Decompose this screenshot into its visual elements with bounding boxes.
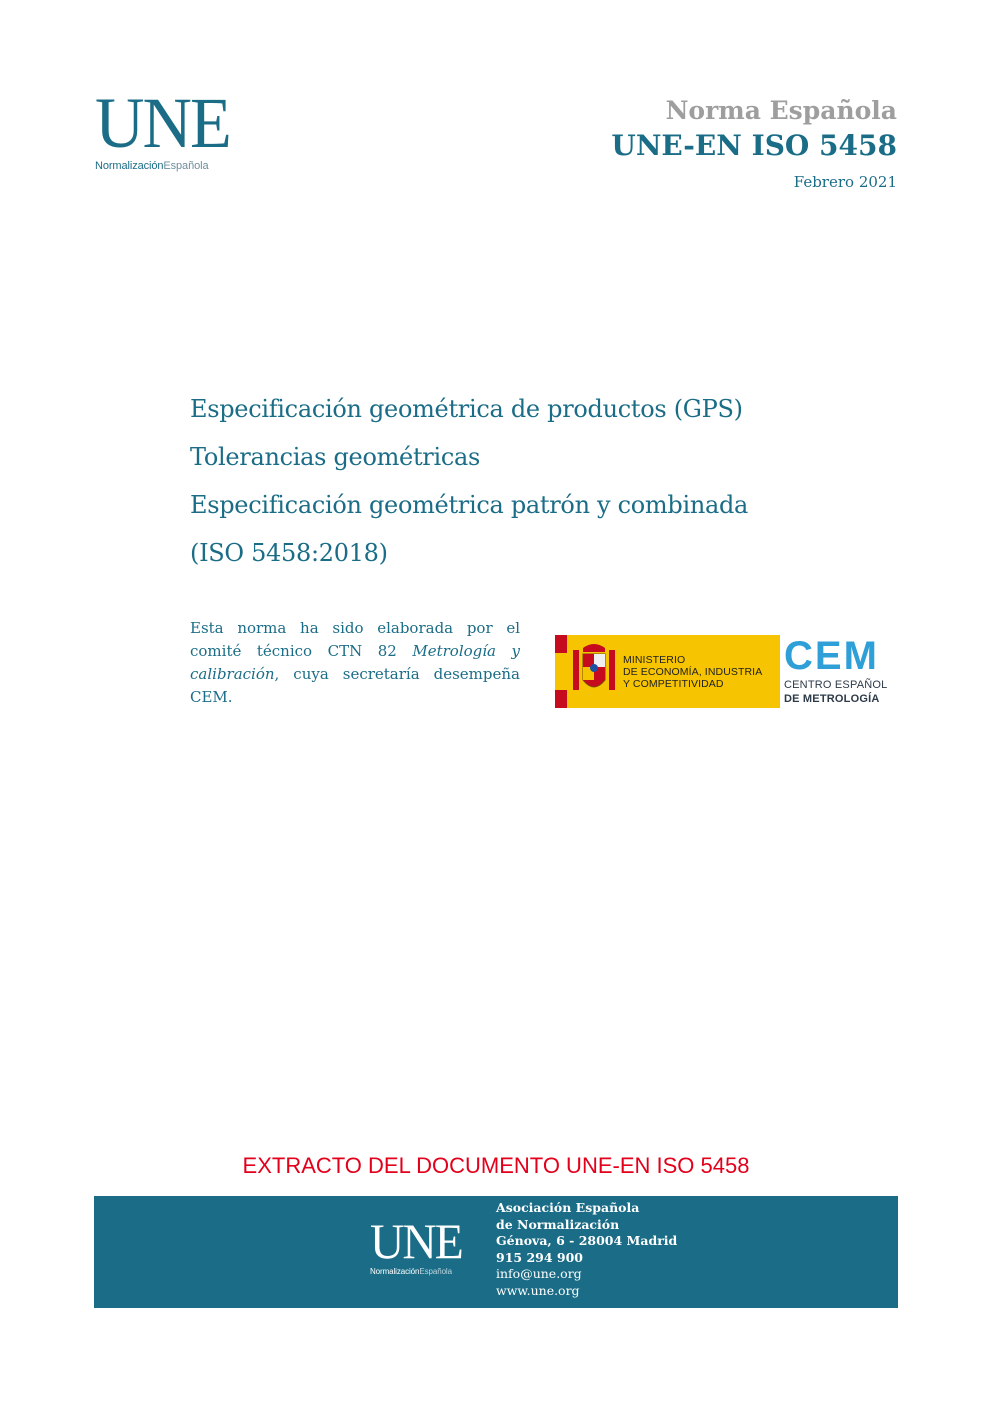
footer-logo-sub-main: Normalización bbox=[370, 1267, 420, 1276]
standard-code: UNE-EN ISO 5458 bbox=[611, 129, 897, 162]
title-line-3: Especificación geométrica patrón y combinada bbox=[190, 491, 749, 519]
une-logo-word: UNE bbox=[95, 83, 230, 163]
document-titles bbox=[190, 385, 870, 577]
footer-logo-word: UNE bbox=[370, 1213, 462, 1269]
cem-line-2 bbox=[784, 692, 894, 706]
spain-flag-icon bbox=[555, 635, 567, 708]
une-logo-sub-main: Normalización bbox=[95, 160, 164, 172]
cem-name bbox=[784, 678, 894, 706]
committee-text-post: , cuya secretaría desempeña CEM. bbox=[190, 665, 520, 706]
footer-address: Génova, 6 - 28004 Madrid bbox=[496, 1233, 678, 1248]
ministry-logo bbox=[555, 635, 780, 708]
publication-date: Febrero 2021 bbox=[793, 173, 897, 191]
cem-line-1: CENTRO ESPAÑOL bbox=[784, 679, 888, 691]
footer-org-line-1: Asociación Española bbox=[496, 1200, 640, 1215]
title-line-4: (ISO 5458:2018) bbox=[190, 539, 388, 567]
footer-web-link[interactable]: www.une.org bbox=[496, 1282, 580, 1298]
footer-une-logo bbox=[370, 1213, 480, 1276]
extract-notice: EXTRACTO DEL DOCUMENTO UNE-EN ISO 5458 bbox=[242, 1153, 750, 1178]
une-logo-sub-muted: Española bbox=[163, 160, 209, 172]
footer-email-link[interactable]: info@une.org bbox=[496, 1266, 582, 1281]
une-logo bbox=[95, 83, 245, 182]
footer-phone: 915 294 900 bbox=[496, 1249, 583, 1265]
cem-acronym: CEM bbox=[784, 634, 879, 678]
committee-text-pre: Esta norma ha sido elaborada por el comité técnico CTN 82 bbox=[190, 619, 520, 660]
footer-band bbox=[94, 1196, 898, 1308]
footer-org-line-2: de Normalización bbox=[496, 1216, 620, 1232]
ministry-line-1: MINISTERIO bbox=[623, 653, 686, 666]
document-header bbox=[611, 96, 897, 194]
title-line-1: Especificación geométrica de productos (GPS) bbox=[190, 395, 743, 423]
footer-logo-sub-muted: Española bbox=[419, 1267, 452, 1276]
ministry-name bbox=[623, 654, 762, 690]
title-line-2: Tolerancias geométricas bbox=[190, 443, 481, 471]
cem-line-2-text: DE METROLOGÍA bbox=[784, 693, 880, 705]
coat-of-arms-icon bbox=[571, 642, 617, 702]
cem-logo bbox=[784, 636, 894, 711]
ministry-line-2: DE ECONOMÍA, INDUSTRIA bbox=[623, 665, 763, 678]
norma-label: Norma Española bbox=[665, 96, 897, 125]
footer-contact bbox=[496, 1200, 677, 1299]
ministry-line-3: Y COMPETITIVIDAD bbox=[623, 677, 724, 690]
committee-name: Metrología y calibración bbox=[190, 642, 520, 683]
committee-statement bbox=[190, 617, 520, 709]
